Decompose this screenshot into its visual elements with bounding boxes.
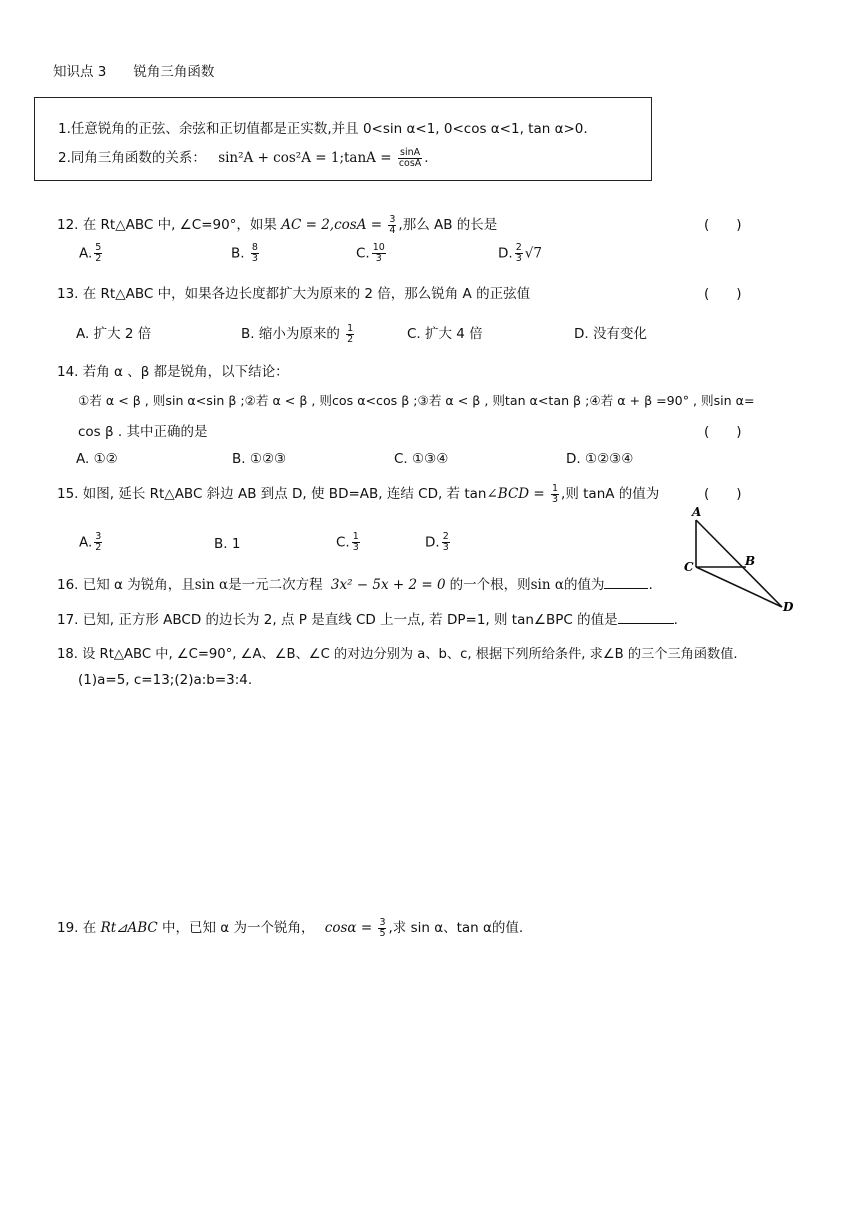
answer-paren: ( ) <box>704 286 742 302</box>
question-18-line2: (1)a=5, c=13;(2)a:b=3:4. <box>78 672 253 688</box>
answer-blank[interactable] <box>604 576 648 589</box>
knowledge-line-2: 2.同角三角函数的关系： sin²A + cos²A = 1;tanA = $\frac{\sin A}{\cos A}$ . <box>58 146 429 169</box>
question-12-stem: 12. 在 Rt△ABC 中, ∠C=90°，如果 AC = 2,cosA = $\frac{3}{4}$ ,那么 AB 的长是 <box>57 213 498 236</box>
option-c: C. 扩大 4 倍 <box>407 326 483 342</box>
label-a: A <box>692 505 702 519</box>
question-17-stem: 17. 已知, 正方形 ABCD 的边长为 2, 点 P 是直线 CD 上一点, 若 DP=1, 则 tan∠BPC 的值是 . <box>57 612 678 628</box>
question-19-stem: 19. 在 Rt⊿ABC 中，已知 α 为一个锐角， cosα = $\frac{3}{5}$ ,求 sin α、tan α的值. <box>57 916 524 939</box>
option-d: D. ①②③④ <box>566 451 634 467</box>
option-c: C. $\frac{10}{3}$ <box>356 242 385 264</box>
segment-cd <box>696 567 782 607</box>
option-a: A. ①② <box>76 451 118 467</box>
answer-paren: ( ) <box>704 486 742 502</box>
option-a: A. $\frac{5}{2}$ <box>79 242 102 264</box>
option-c: C. ①③④ <box>394 451 449 467</box>
question-13-stem: 13. 在 Rt△ABC 中，如果各边长度都扩大为原来的 2 倍，那么锐角 A 的正弦值 <box>57 286 531 302</box>
question-15-stem: 15. 如图, 延长 Rt△ABC 斜边 AB 到点 D, 使 BD=AB, 连结 CD, 若 tan∠BCD = $\frac{1}{3}$ ,则 tanA 的值为 <box>57 482 660 505</box>
question-14-line2: ①若 α < β , 则sin α<sin β ;②若 α < β , 则cos α<cos β ;③若 α < β , 则tan α<tan β ;④若 α + β =90° , 则sin α= <box>78 393 755 408</box>
answer-paren: ( ) <box>704 424 742 440</box>
label-c: C <box>684 560 694 574</box>
knowledge-line-1: 1.任意锐角的正弦、余弦和正切值都是正实数,并且 0<sin α<1, 0<cos α<1, tan α>0. <box>58 121 588 137</box>
option-b: B. ①②③ <box>232 451 287 467</box>
question-14-stem: 14. 若角 α 、β 都是锐角，以下结论： <box>57 364 289 380</box>
option-b: B. 缩小为原来的 $\frac{1}{2}$ <box>241 322 354 345</box>
option-d: D. $\frac{2}{3}$ <box>425 531 449 553</box>
label-d: D <box>783 600 794 614</box>
question-16-stem: 16. 已知 α 为锐角，且sin α是一元二次方程 3x² − 5x + 2 = 0 的一个根，则sin α的值为 . <box>57 577 653 593</box>
option-a: A. 扩大 2 倍 <box>76 326 152 342</box>
answer-blank[interactable] <box>618 611 674 624</box>
question-14-line3: cos β . 其中正确的是 <box>78 424 208 440</box>
option-c: C. $\frac{1}{3}$ <box>336 531 359 553</box>
fraction: $\frac{3}{4}$ <box>389 213 396 236</box>
answer-paren: ( ) <box>704 217 742 233</box>
option-b: B. $\frac{8}{3}$ <box>231 242 258 264</box>
label-b: B <box>745 554 756 568</box>
option-d: D. $\frac{2}{3}$ √7 <box>498 242 542 264</box>
section-title: 知识点 3 锐角三角函数 <box>53 64 215 80</box>
triangle-figure <box>670 500 800 620</box>
option-b: B. 1 <box>214 536 241 552</box>
segment-ad <box>696 520 782 607</box>
option-d: D. 没有变化 <box>574 326 647 342</box>
fraction: $\frac{\sin A}{\cos A}$ <box>398 146 422 169</box>
option-a: A. $\frac{3}{2}$ <box>79 531 102 553</box>
question-18-stem: 18. 设 Rt△ABC 中, ∠C=90°, ∠A、∠B、∠C 的对边分别为 a、b、c, 根据下列所给条件, 求∠B 的三个三角函数值. <box>57 647 738 662</box>
